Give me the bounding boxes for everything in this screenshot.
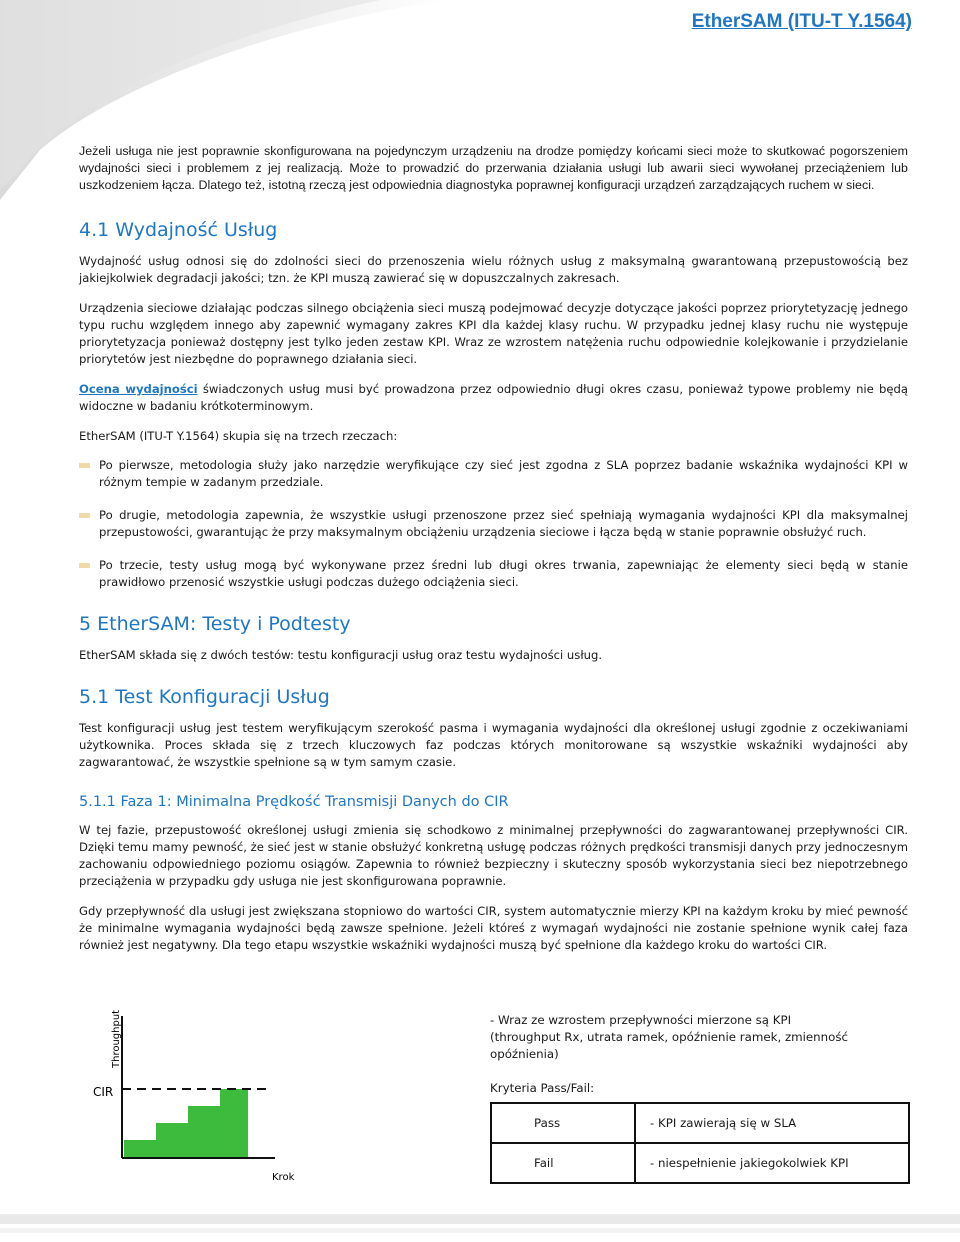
cir-label: CIR [93,1085,114,1099]
kpi-note-line-2: (throughput Rx, utrata ramek, opóźnienie ramek, zmienność opóźnienia) [490,1030,848,1061]
list-item-text: Po drugie, metodologia zapewnia, że wszystkie usługi przenoszone przez sieć spełniają wymagania wydajności KPI dla maksymalnej przepustowości, gwarantując że przy maksymalnym obciążeniu urządzenia sieciowe i łącza będą w stanie poprawnie obsłużyć ruch. [99,508,908,539]
heading-4-1: 4.1 Wydajność Usług [79,219,278,241]
y-axis-label: Throughput [111,1009,122,1068]
list-item-text: Po trzecie, testy usług mogą być wykonywane przez średni lub długi okres trwania, zapewniając że elementy sieci będą w stanie prawidłowo przenosić wszystkie usługi podczas dużego odciążenia sieci. [99,558,908,589]
criteria-value: - niespełnienie jakiegokolwiek KPI [635,1143,909,1183]
paragraph-4-1-2: Urządzenia sieciowe działając podczas silnego obciążenia sieci muszą podejmować decyzje dotyczące jakości poprzez priorytetyzację jednego typu ruchu względem innego aby zapewnić wymagany zakres KPI dla każdej klasy ruchu. W przypadku jednej klasy ruchu nie występuje priorytetyzacja ponieważ dostępny jest tylko jeden zestaw KPI. Wraz ze wzrostem natężenia ruchu odpowiednie kolejkowanie i przydzielanie priorytetów jest niezbędne do poprawnego działania sieci. [79,301,908,366]
pass-fail-panel [490,1012,920,1184]
paragraph-5-1-1-2: Gdy przepływność dla usługi jest zwiększana stopniowo do wartości CIR, system automatycznie mierzy KPI na każdym kroku by mieć pewność że minimalne wymagania wydajności będą zawsze spełnione. Jeżeli któreś z wymagań wydajności nie zostanie spełnione wynik całej faza również jest negatywny. Dla tego etapu wszystkie wskaźniki wydajności muszą być spełnione dla każdego kroku do wartości CIR. [79,904,908,952]
step-bar [156,1123,188,1157]
paragraph-5-1-1: Test konfiguracji usług jest testem weryfikującym szerokość pasma i wymagania wydajności dla określonej usługi zgodnie z oczekiwaniami użytkownika. Proces składa się z trzech kluczowych faz podczas których monitorowane są wszystkie wskaźniki wydajności aby zagwarantować, że wszystkie spełnione są w tym samym czasie. [79,721,908,769]
heading-5-1-1: 5.1.1 Faza 1: Minimalna Prędkość Transmisji Danych do CIR [79,794,509,810]
paragraph-4-1-3 [79,381,908,415]
bullet-icon [79,513,90,518]
footer-bar-secondary [0,1228,960,1233]
ocena-wydajnosci-link[interactable]: Ocena wydajności [79,382,198,396]
heading-5: 5 EtherSAM: Testy i Podtesty [79,613,351,635]
criteria-value: - KPI zawierają się w SLA [635,1103,909,1143]
list-item-text: Po pierwsze, metodologia służy jako narzędzie weryfikujące czy sieć jest zgodna z SLA poprzez badanie wskaźnika wydajności KPI w różnym tempie w zadanym przedziale. [99,458,908,489]
footer-bar [0,1214,960,1224]
step-bar [124,1140,156,1157]
x-axis-label: Krok [272,1172,295,1183]
heading-5-1: 5.1 Test Konfiguracji Usług [79,686,330,708]
table-row [491,1143,909,1183]
paragraph-4-1-3-text: świadczonych usług musi być prowadzona przez odpowiednio długi okres czasu, ponieważ typowe problemy nie będą widoczne w badaniu krótkoterminowym. [79,382,908,413]
paragraph-4-1-4: EtherSAM (ITU-T Y.1564) skupia się na trzech rzeczach: [79,429,398,443]
criteria-key: Fail [491,1143,635,1183]
criteria-key: Pass [491,1103,635,1143]
table-row [491,1103,909,1143]
step-bar [188,1106,220,1157]
intro-paragraph: Jeżeli usługa nie jest poprawnie skonfigurowana na pojedynczym urządzeniu na drodze pomiędzy końcami sieci może to skutkować pogorszeniem wydajności sieci i problemem z jej realizacją. Może to prowadzić do przerwania działania usługi lub awarii sieci wywołanej przeciążeniem lub uszkodzeniem łącza. Dlatego też, istotną rzeczą jest odpowiednia diagnostyka poprawnej konfiguracji urządzeń zarządzających ruchem w sieci. [79,144,908,192]
paragraph-5-1: EtherSAM składa się z dwóch testów: testu konfiguracji usług oraz testu wydajności usług. [79,648,603,662]
paragraph-4-1-1: Wydajność usług odnosi się do zdolności sieci do przenoszenia wielu różnych usług z maksymalną gwarantowaną przepustowością bez jakiejkolwiek degradacji jakości; tzn. że KPI muszą zawierać się w dopuszczalnych zakresach. [79,254,908,285]
criteria-title: Kryteria Pass/Fail: [490,1081,595,1095]
steps-group [124,1089,248,1157]
step-bar [220,1089,248,1157]
criteria-table [490,1102,910,1184]
throughput-step-diagram [70,1008,490,1188]
document-body [79,143,908,954]
bullet-list [79,457,908,591]
kpi-note-line-1: - Wraz ze wzrostem przepływności mierzone są KPI [490,1013,792,1027]
paragraph-5-1-1-1: W tej fazie, przepustowość określonej usługi zmienia się schodkowo z minimalnej przepływności do zagwarantowanej przepływności CIR. Dzięki temu mamy pewność, że sieć jest w stanie obsłużyć konkretną usługę podczas różnych prędkości transmisji danych przy jednoczesnym zachowaniu odpowiedniego poziomu osiągów. Zapewnia to również bezpieczny i skuteczny sposób wykorzystania sieci bez niepotrzebnego przeciążenia w przypadku gdy usługa nie jest skonfigurowana poprawnie. [79,823,908,888]
bullet-icon [79,463,90,468]
list-item [79,457,908,491]
list-item [79,507,908,541]
list-item [79,557,908,591]
document-header-title[interactable]: EtherSAM (ITU-T Y.1564) [691,11,912,32]
bullet-icon [79,563,90,568]
